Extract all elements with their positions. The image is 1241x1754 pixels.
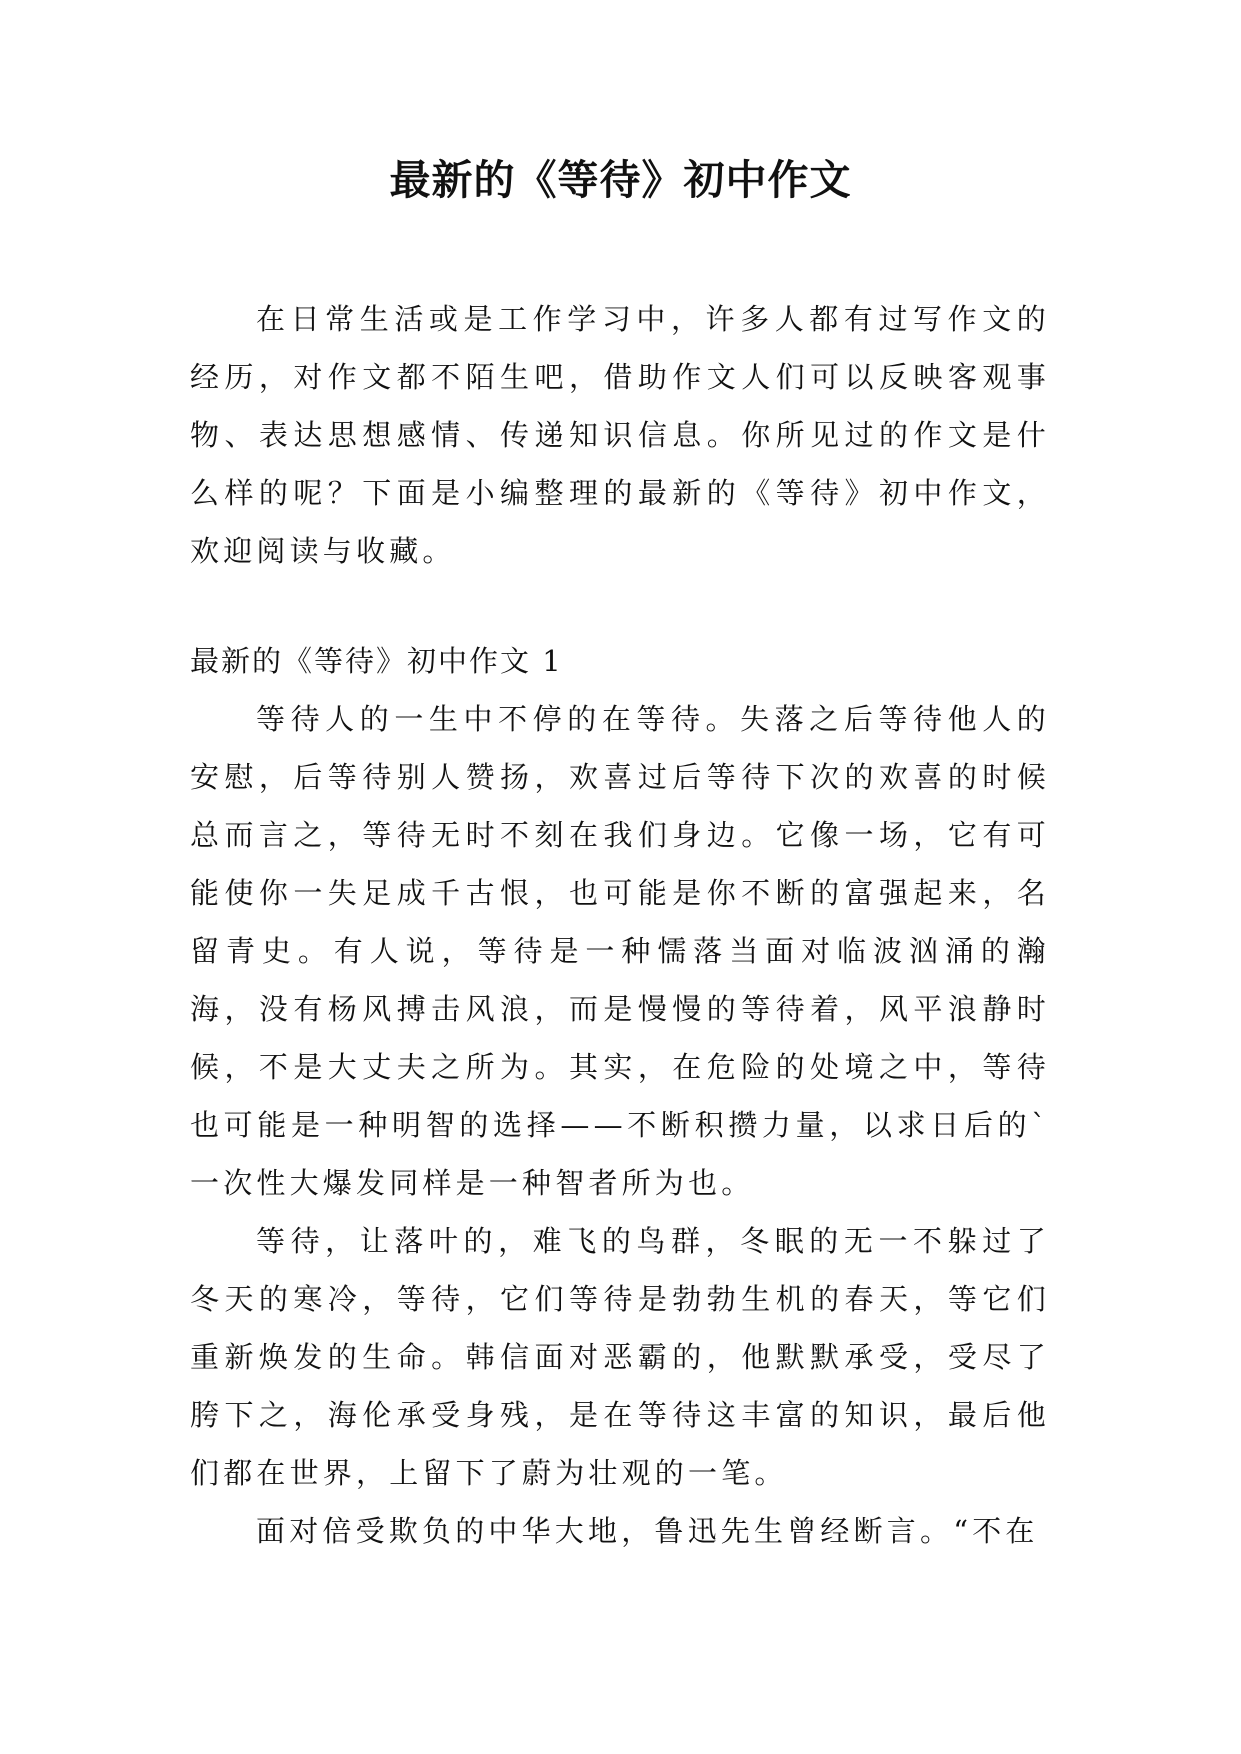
- body-paragraph-1: 等待人的一生中不停的在等待。失落之后等待他人的安慰，后等待别人赞扬，欢喜过后等待下次的欢喜的时候总而言之，等待无时不刻在我们身边。它像一场，它有可能使你一失足成千古恨，也可能是你不断的富强起来，名留青史。有人说，等待是一种懦落当面对临波汹涌的瀚海，没有杨风搏击风浪，而是慢慢的等待着，风平浪静时候，不是大丈夫之所为。其实，在危险的处境之中，等待也可能是一种明智的选择——不断积攒力量，以求日后的`一次性大爆发同样是一种智者所为也。: [190, 702, 1050, 1200]
- section-heading: 最新的《等待》初中作文 1: [190, 644, 563, 678]
- document-body: [190, 290, 1050, 1560]
- body-paragraph-3: 面对倍受欺负的中华大地，鲁迅先生曾经断言。“不在: [256, 1514, 1039, 1548]
- body-paragraph-2: 等待，让落叶的，难飞的鸟群，冬眠的无一不躲过了冬天的寒冷，等待，它们等待是勃勃生机的春天，等它们重新焕发的生命。韩信面对恶霸的，他默默承受，受尽了胯下之，海伦承受身残，是在等待这丰富的知识，最后他们都在世界，上留下了蔚为壮观的一笔。: [190, 1224, 1050, 1490]
- document-title: 最新的《等待》初中作文: [389, 156, 852, 204]
- intro-paragraph: 在日常生活或是工作学习中，许多人都有过写作文的经历，对作文都不陌生吧，借助作文人们可以反映客观事物、表达思想感情、传递知识信息。你所见过的作文是什么样的呢？下面是小编整理的最新的《等待》初中作文，欢迎阅读与收藏。: [190, 302, 1050, 568]
